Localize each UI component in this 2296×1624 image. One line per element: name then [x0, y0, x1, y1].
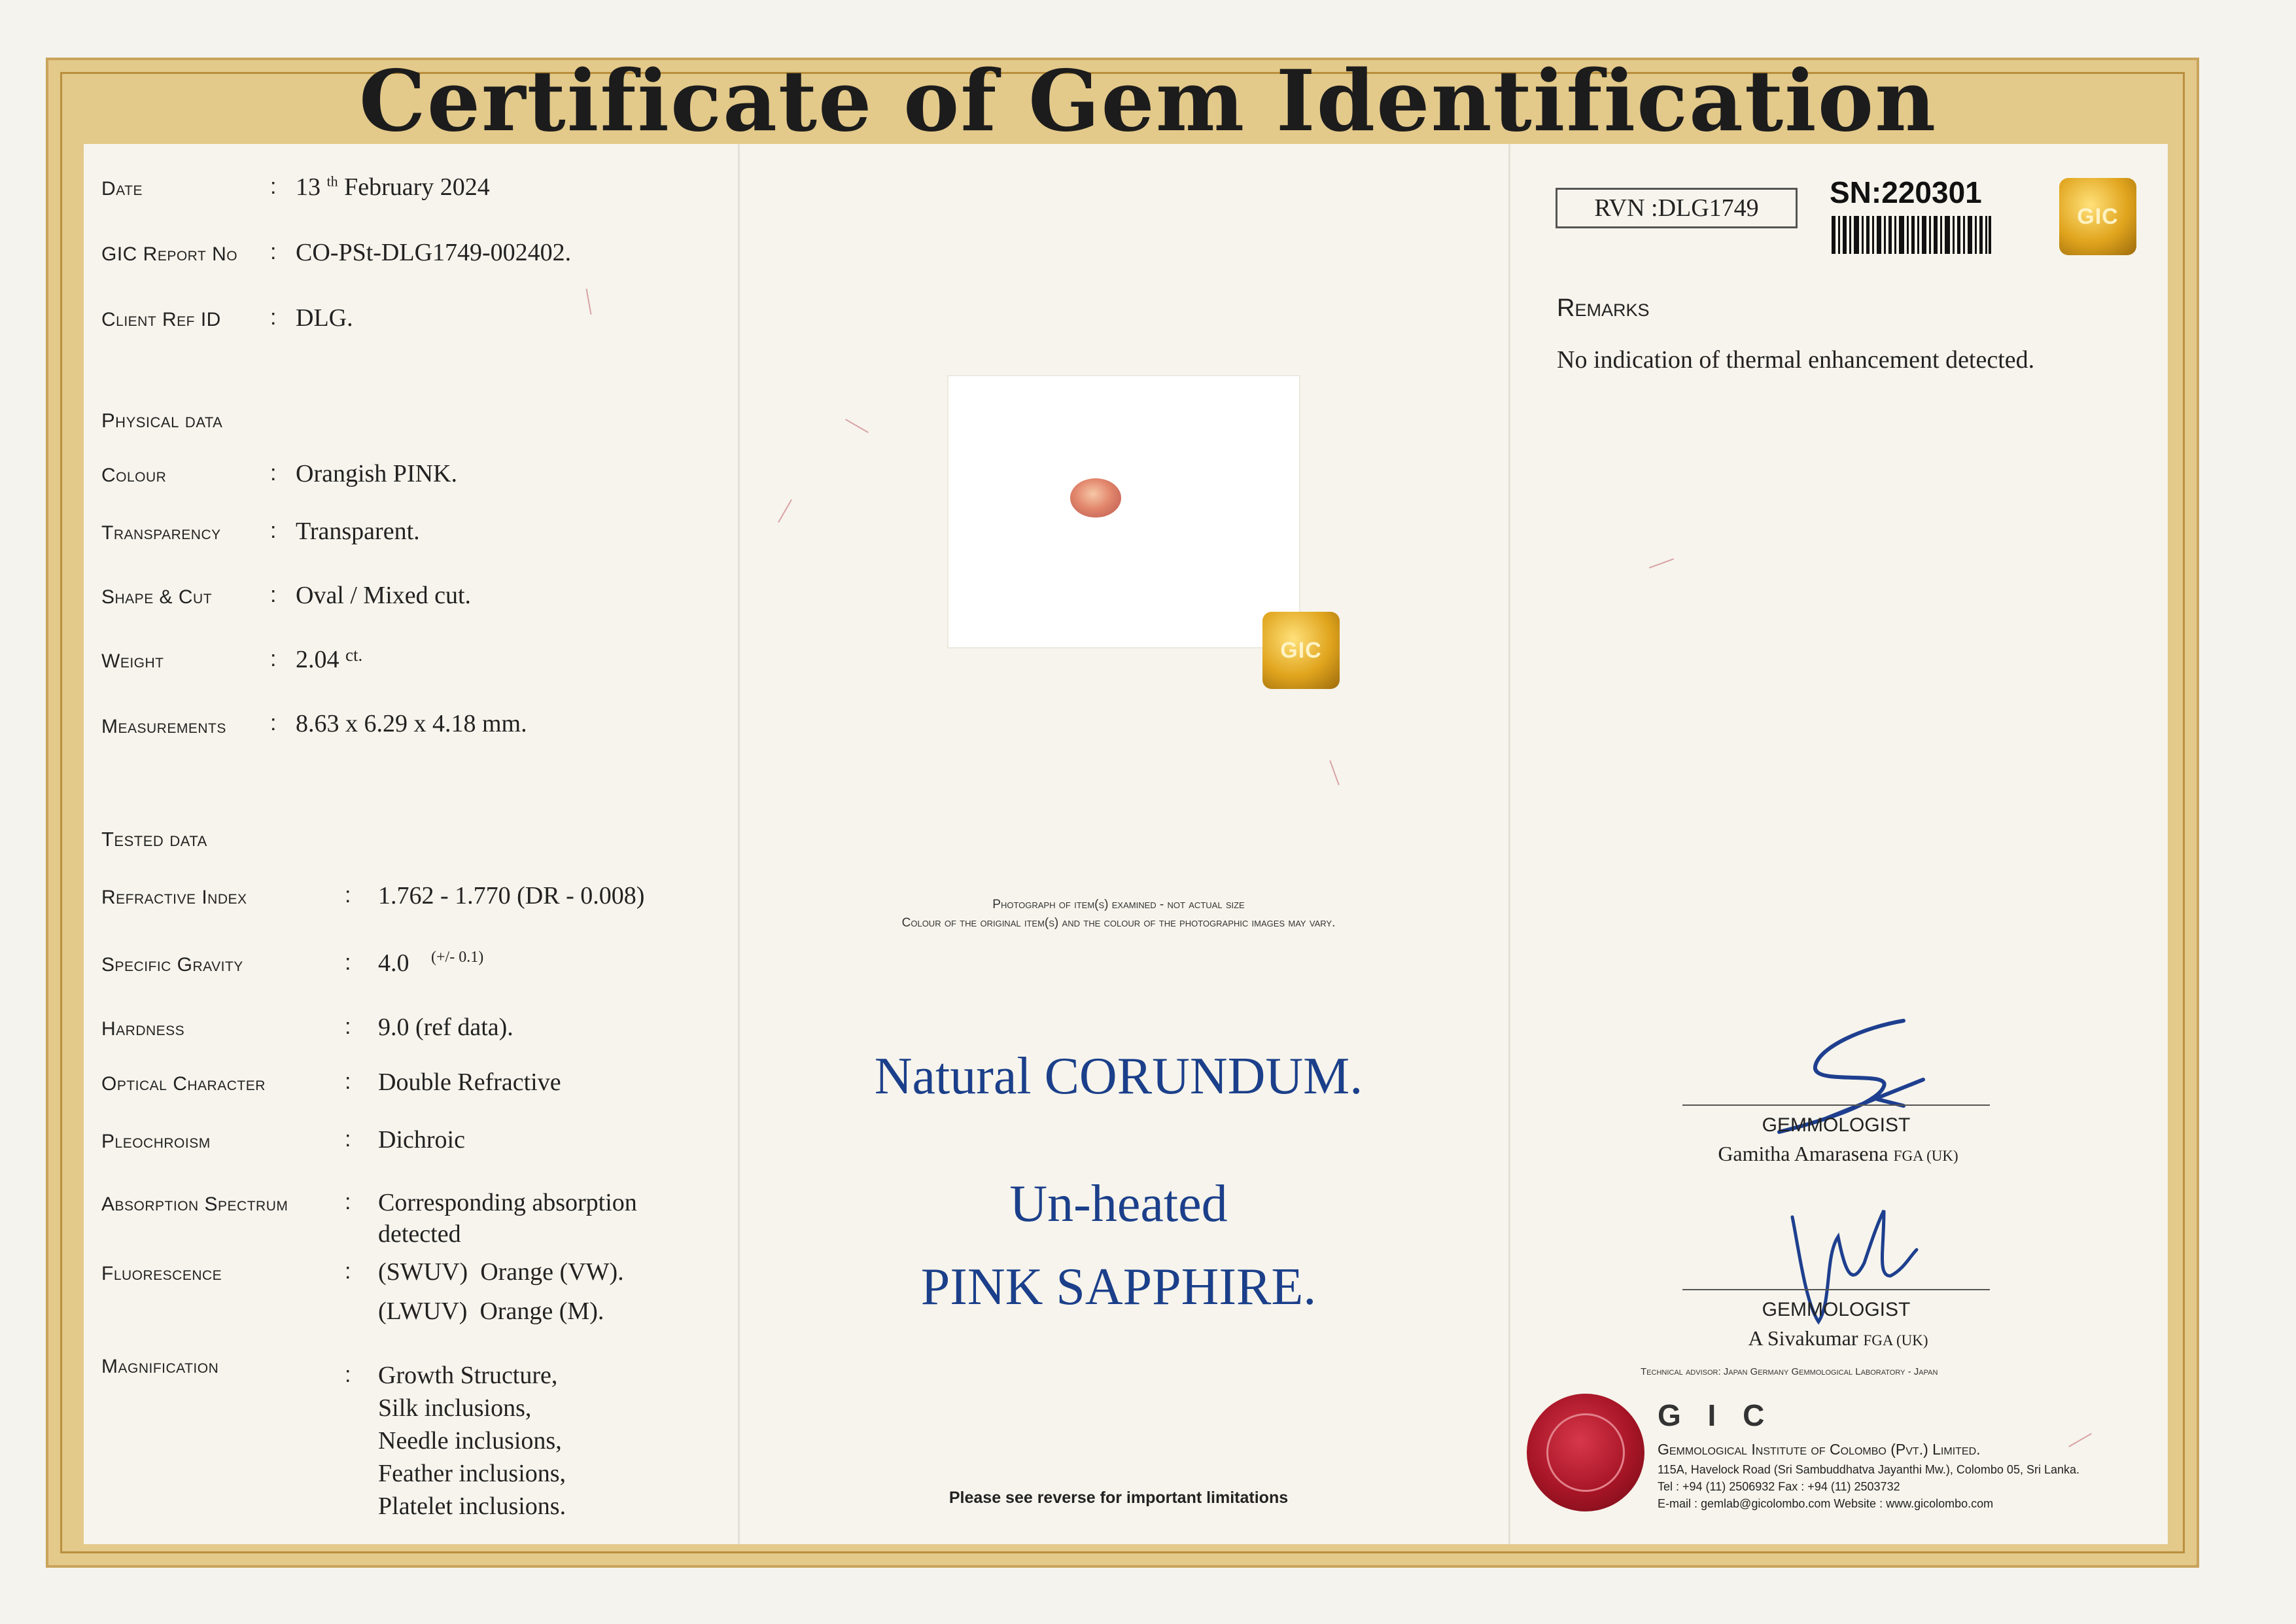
photo-caption-line2: Colour of the original item(s) and the colour of the photographic images may vary. [901, 916, 1336, 930]
specific-gravity-value: 4.0 $^{(+/- 0.1)}$ [378, 949, 484, 977]
colour-label: Colour [101, 465, 167, 486]
colon: : [345, 1069, 351, 1094]
shape-cut-value: Oval / Mixed cut. [296, 582, 472, 609]
wax-seal-ring [1546, 1413, 1625, 1492]
fold-line-left [738, 144, 740, 1544]
weight-label: Weight [101, 650, 164, 672]
colon: : [345, 883, 351, 908]
transparency-label: Transparency [101, 522, 221, 544]
report-no-label: GIC Report No [101, 243, 238, 265]
magnification-label: Magnification [101, 1356, 219, 1377]
optical-character-label: Optical Character [101, 1073, 266, 1095]
refractive-index-label: Refractive Index [101, 887, 247, 908]
date-label: Date [101, 178, 143, 200]
photo-caption-line1: Photograph of item(s) examined - not actual size [992, 898, 1245, 911]
gic-hologram-seal: GIC [1262, 612, 1340, 689]
colon: : [270, 518, 277, 543]
optical-character-value: Double Refractive [378, 1068, 561, 1096]
gemmologist-2-name: A Sivakumar FGA (UK) [1748, 1326, 1928, 1350]
weight-value: 2.04 $^{ct.}$ [296, 645, 363, 673]
remarks-text: No indication of thermal enhancement detected. [1557, 346, 2035, 374]
physical-data-heading: Physical data [101, 409, 223, 432]
treatment-result: Un-heated [1009, 1175, 1228, 1233]
variety-result: PINK SAPPHIRE. [920, 1258, 1317, 1316]
transparency-value: Transparent. [296, 518, 420, 545]
technical-advisor-note: Technical advisor: Japan Germany Gemmological Laboratory - Japan [1641, 1366, 1938, 1377]
date-value: 13 $^{th}$ February 2024 [296, 173, 490, 201]
measurements-label: Measurements [101, 716, 226, 737]
absorption-value-line1: Corresponding absorption [378, 1189, 637, 1216]
gem-photo [947, 375, 1300, 648]
colon: : [270, 305, 277, 330]
remarks-label: Remarks [1557, 294, 1650, 322]
colon: : [270, 711, 277, 735]
magnification-item: Needle inclusions, [378, 1427, 562, 1455]
colon: : [345, 1259, 351, 1284]
report-no-value: CO-PSt-DLG1749-002402. [296, 239, 572, 266]
gemmologist-1-role: GEMMOLOGIST [1762, 1114, 1911, 1136]
client-ref-value: DLG. [296, 304, 353, 332]
certificate-title: Certificate of Gem Identification [358, 52, 1938, 150]
pleochroism-value: Dichroic [378, 1126, 465, 1154]
pleochroism-label: Pleochroism [101, 1131, 211, 1152]
client-ref-label: Client Ref ID [101, 309, 221, 330]
hardness-value: 9.0 (ref data). [378, 1014, 513, 1041]
magnification-item: Feather inclusions, [378, 1460, 566, 1487]
institute-web: E-mail : gemlab@gicolombo.com Website : www.gicolombo.com [1658, 1497, 1994, 1510]
wax-seal [1527, 1394, 1644, 1511]
barcode [1832, 216, 1991, 254]
fluorescence-lwuv: (LWUV) Orange (M). [378, 1297, 604, 1325]
colon: : [345, 1362, 351, 1387]
colon: : [270, 582, 277, 607]
gem-image [1070, 478, 1121, 518]
absorption-label: Absorption Spectrum [101, 1193, 288, 1215]
rvn-box: RVN :DLG1749 [1556, 188, 1798, 228]
institute-address: 115A, Havelock Road (Sri Sambuddhatva Jayanthi Mw.), Colombo 05, Sri Lanka. [1658, 1463, 2079, 1476]
signature-line [1682, 1104, 1990, 1106]
gemmologist-2-role: GEMMOLOGIST [1762, 1299, 1911, 1320]
magnification-item: Growth Structure, [378, 1362, 558, 1389]
shape-cut-label: Shape & Cut [101, 586, 213, 608]
measurements-value: 8.63 x 6.29 x 4.18 mm. [296, 710, 527, 737]
colon: : [270, 646, 277, 671]
institute-name: Gemmological Institute of Colombo (Pvt.) Limited. [1658, 1441, 1981, 1458]
colon: : [270, 461, 277, 485]
magnification-item: Platelet inclusions. [378, 1492, 566, 1520]
colon: : [270, 174, 277, 199]
colon: : [345, 1014, 351, 1039]
species-result: Natural CORUNDUM. [874, 1048, 1363, 1105]
limitations-note: Please see reverse for important limitations [948, 1489, 1289, 1507]
magnification-item: Silk inclusions, [378, 1394, 532, 1422]
gic-logo: G I C [1658, 1398, 1774, 1432]
colour-value: Orangish PINK. [296, 460, 457, 487]
colon: : [270, 239, 277, 264]
fluorescence-label: Fluorescence [101, 1263, 222, 1284]
tested-data-heading: Tested data [101, 828, 207, 851]
fluorescence-swuv: (SWUV) Orange (VW). [378, 1258, 624, 1286]
hardness-label: Hardness [101, 1018, 185, 1040]
refractive-index-value: 1.762 - 1.770 (DR - 0.008) [378, 882, 645, 909]
colon: : [345, 1127, 351, 1152]
colon: : [345, 950, 351, 975]
serial-number: SN:220301 [1830, 175, 1982, 209]
fold-line-right [1508, 144, 1510, 1544]
signature-line [1682, 1289, 1990, 1290]
gic-hologram-seal: GIC [2059, 178, 2136, 255]
institute-phone: Tel : +94 (11) 2506932 Fax : +94 (11) 2503732 [1658, 1480, 1900, 1493]
colon: : [345, 1190, 351, 1214]
absorption-value-line2: detected [378, 1220, 461, 1248]
specific-gravity-label: Specific Gravity [101, 954, 243, 976]
gemmologist-1-name: Gamitha Amarasena FGA (UK) [1718, 1142, 1958, 1165]
